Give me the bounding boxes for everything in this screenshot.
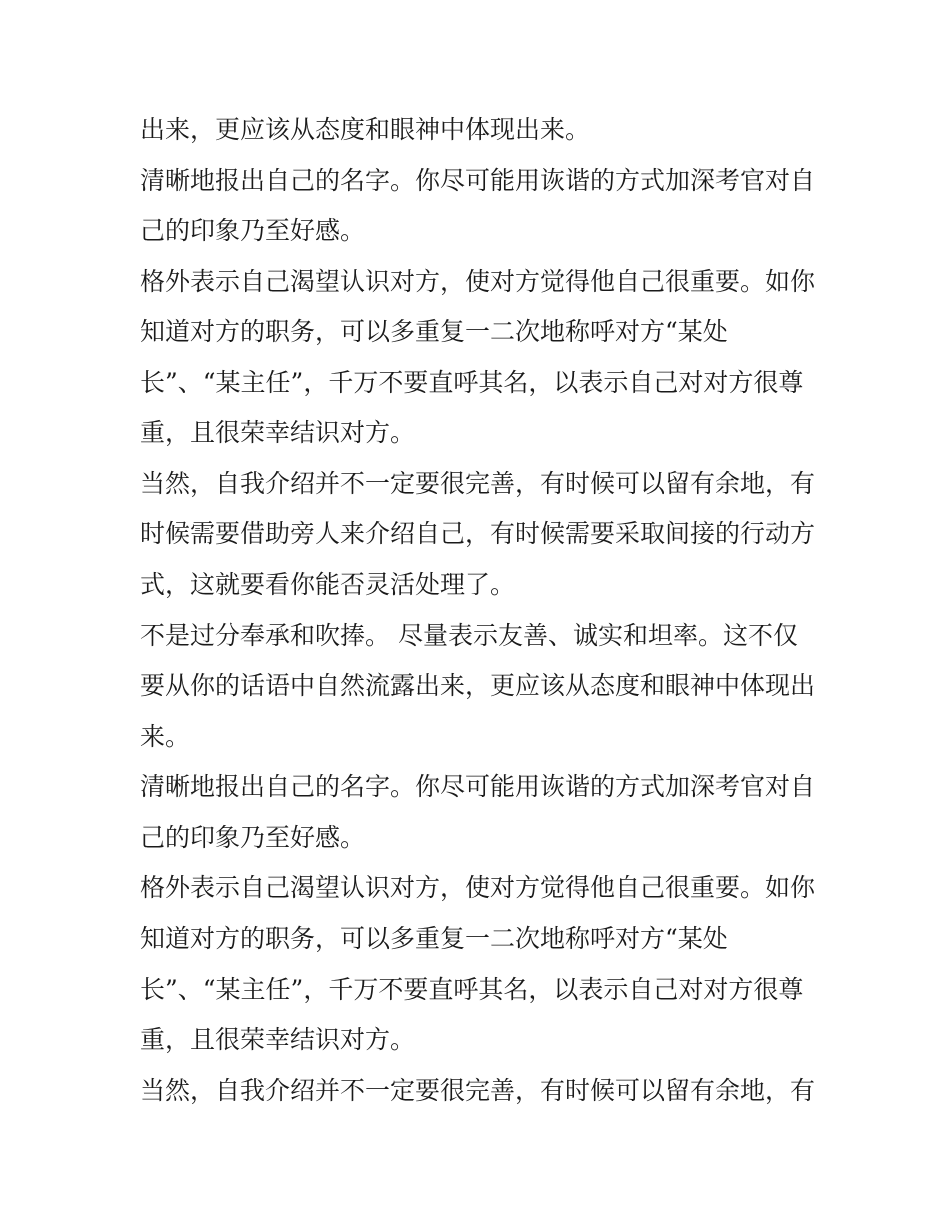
text-line: 重，且很荣幸结识对方。 xyxy=(140,1025,416,1054)
text-line: 时候需要借助旁人来介绍自己，有时候需要采取间接的行动方 xyxy=(140,519,816,548)
text-line: 要从你的话语中自然流露出来，更应该从态度和眼神中体现出 xyxy=(140,671,816,700)
text-line: 格外表示自己渴望认识对方，使对方觉得他自己很重要。如你 xyxy=(140,267,816,296)
text-line: 知道对方的职务，可以多重复一二次地称呼对方“某处 xyxy=(140,317,728,346)
text-line: 长”、“某主任”，千万不要直呼其名，以表示自己对对方很尊 xyxy=(140,975,804,1004)
text-line: 己的印象乃至好感。 xyxy=(140,823,366,852)
text-line: 来。 xyxy=(140,722,191,751)
text-line: 当然，自我介绍并不一定要很完善，有时候可以留有余地，有 xyxy=(140,1076,816,1105)
text-line: 知道对方的职务，可以多重复一二次地称呼对方“某处 xyxy=(140,924,728,953)
text-line: 格外表示自己渴望认识对方，使对方觉得他自己很重要。如你 xyxy=(140,873,816,902)
text-line: 己的印象乃至好感。 xyxy=(140,216,366,245)
text-line: 不是过分奉承和吹捧。 尽量表示友善、诚实和坦率。这不仅 xyxy=(140,621,798,650)
text-line: 长”、“某主任”，千万不要直呼其名，以表示自己对对方很尊 xyxy=(140,368,804,397)
text-line: 重，且很荣幸结识对方。 xyxy=(140,418,416,447)
text-line: 当然，自我介绍并不一定要很完善，有时候可以留有余地，有 xyxy=(140,469,816,498)
text-line: 式，这就要看你能否灵活处理了。 xyxy=(140,570,516,599)
text-line: 清晰地报出自己的名字。你尽可能用诙谐的方式加深考官对自 xyxy=(140,772,816,801)
text-line: 清晰地报出自己的名字。你尽可能用诙谐的方式加深考官对自 xyxy=(140,166,816,195)
text-line: 出来，更应该从态度和眼神中体现出来。 xyxy=(140,115,591,144)
